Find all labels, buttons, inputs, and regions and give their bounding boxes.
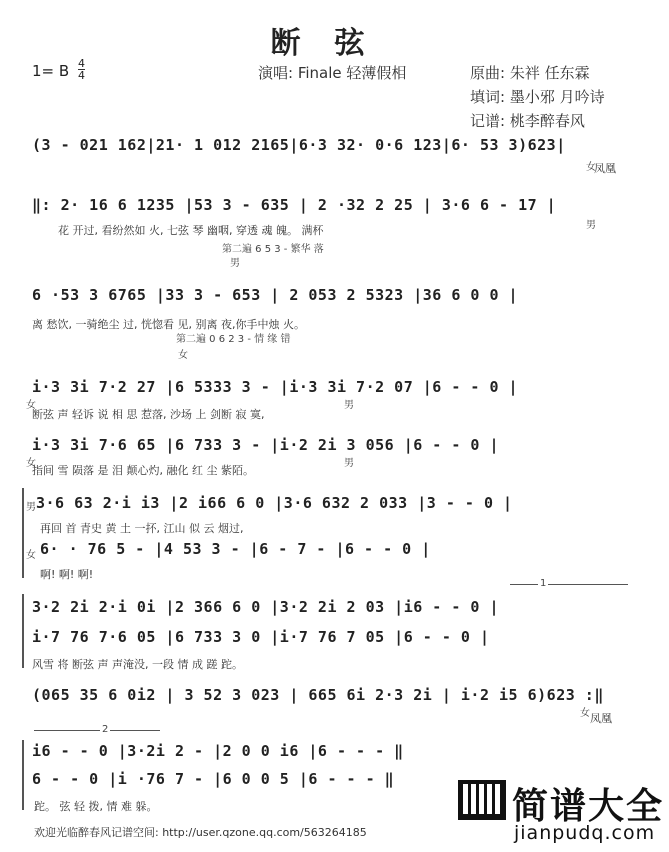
- second-pass-line: 第二遍 0 6 2 3 - 情 缘 错: [176, 334, 291, 345]
- lyrics-line: 风雪 将 断弦 声 声淹没, 一段 情 成 蹉 跎。: [32, 658, 243, 671]
- lyrics-line: 指间 雪 陨落 是 泪 颠心灼, 融化 红 尘 紫陌。: [32, 464, 254, 477]
- voice-mark: 女: [580, 708, 590, 719]
- site-logo-text: 简谱大全: [512, 786, 665, 827]
- time-signature: [78, 58, 85, 81]
- original-credit: 原曲: 朱袢 任东霖: [470, 64, 590, 82]
- voice-mark: 男: [344, 400, 354, 411]
- notes-line: i·3 3i 7·6 65 |6 733 3 - |i·2 2i 3 056 |6 - - 0 |: [32, 436, 500, 454]
- notes-line: 6 - - 0 |i ·76 7 - |6 0 0 5 |6 - - - ‖: [32, 770, 395, 788]
- notes-line: 3·2 2i 2·i 0i |2 366 6 0 |3·2 2i 2 03 |i6 - - 0 |: [32, 598, 500, 616]
- lyrics-line: 花 开过, 看纷然如 火, 七弦 琴 幽咽, 穿透 魂 魄。 满杯: [58, 224, 324, 237]
- duet-brace: [22, 740, 24, 810]
- time-sig-top: 4: [78, 57, 85, 70]
- page-title: 断弦: [270, 26, 399, 61]
- lyrics-line: 断弦 声 轻诉 说 相 思 惹落, 沙场 上 剑断 寂 寞,: [32, 408, 265, 421]
- voice-mark: 男: [586, 220, 596, 231]
- lyrics-line: 啊! 啊! 啊!: [40, 568, 94, 581]
- voice-mark: 女: [26, 458, 36, 469]
- lyric-annotation: 凤凰: [590, 712, 612, 725]
- transcriber-credit: 记谱: 桃李醉春风: [470, 112, 585, 130]
- voice-mark: 女: [26, 550, 36, 561]
- voice-mark: 女: [26, 400, 36, 411]
- notes-line: i·3 3i 7·2 27 |6 5333 3 - |i·3 3i 7·2 07 |6 - - 0 |: [32, 378, 519, 396]
- duet-brace: [22, 488, 24, 578]
- notes-line: i·7 76 7·6 05 |6 733 3 0 |i·7 76 7 05 |6 - - 0 |: [32, 628, 490, 646]
- volta-bracket-1: [510, 584, 628, 585]
- voice-mark: 女: [178, 350, 188, 361]
- notes-line: i6 - - 0 |3·2i 2 - |2 0 0 i6 |6 - - - ‖: [32, 742, 404, 760]
- volta-number-1: 1: [540, 578, 547, 589]
- lyric-annotation: 凤凰: [594, 162, 616, 175]
- lyricist-credit: 填词: 墨小邪 月吟诗: [470, 88, 605, 106]
- notes-line: ‖: 2· 16 6 1235 |53 3 - 635 | 2 ·32 2 25 | 3·6 6 - 17 |: [32, 196, 557, 214]
- lyrics-line: 离 愁饮, 一骑绝尘 过, 恍惚看 见, 别离 夜,你手中烛 火。: [32, 318, 305, 331]
- time-sig-bottom: 4: [78, 69, 85, 82]
- piano-keys-icon: [463, 784, 503, 818]
- footer-credit: 欢迎光临醉春风记谱空间: http://user.qzone.qq.com/563264185: [34, 826, 367, 839]
- key-signature: 1= B: [32, 62, 70, 80]
- notes-line: 6 ·53 3 6765 |33 3 - 653 | 2 053 2 5323 |36 6 0 0 |: [32, 286, 519, 304]
- second-pass-line: 第二遍 6 5 3 - 繁华 落: [222, 244, 324, 255]
- site-logo-url: jianpudq.com: [514, 822, 656, 844]
- voice-mark: 男: [344, 458, 354, 469]
- notes-line: (3 - 021 162|21· 1 012 2165|6·3 32· 0·6 123|6· 53 3)623|: [32, 136, 566, 154]
- voice-mark: 女: [586, 162, 596, 173]
- notes-line: 6· · 76 5 - |4 53 3 - |6 - 7 - |6 - - 0 |: [40, 540, 431, 558]
- notes-line: (065 35 6 0i2 | 3 52 3 023 | 665 6i 2·3 2i | i·2 i5 6)623 :‖: [32, 686, 604, 704]
- duet-brace: [22, 594, 24, 668]
- lyrics-line: 跎。 弦 轻 拨, 情 难 躲。: [34, 800, 158, 813]
- voice-mark: 男: [26, 502, 36, 513]
- volta-number-2: 2: [102, 724, 109, 735]
- notes-line: 3·6 63 2·i i3 |2 i66 6 0 |3·6 632 2 033 |3 - - 0 |: [36, 494, 513, 512]
- lyrics-line: 再回 首 青史 黄 土 一抔, 江山 似 云 烟过,: [40, 522, 244, 535]
- voice-mark: 男: [230, 258, 240, 269]
- volta-bracket-2: [34, 730, 160, 731]
- singer-credit: 演唱: Finale 轻薄假相: [258, 64, 407, 82]
